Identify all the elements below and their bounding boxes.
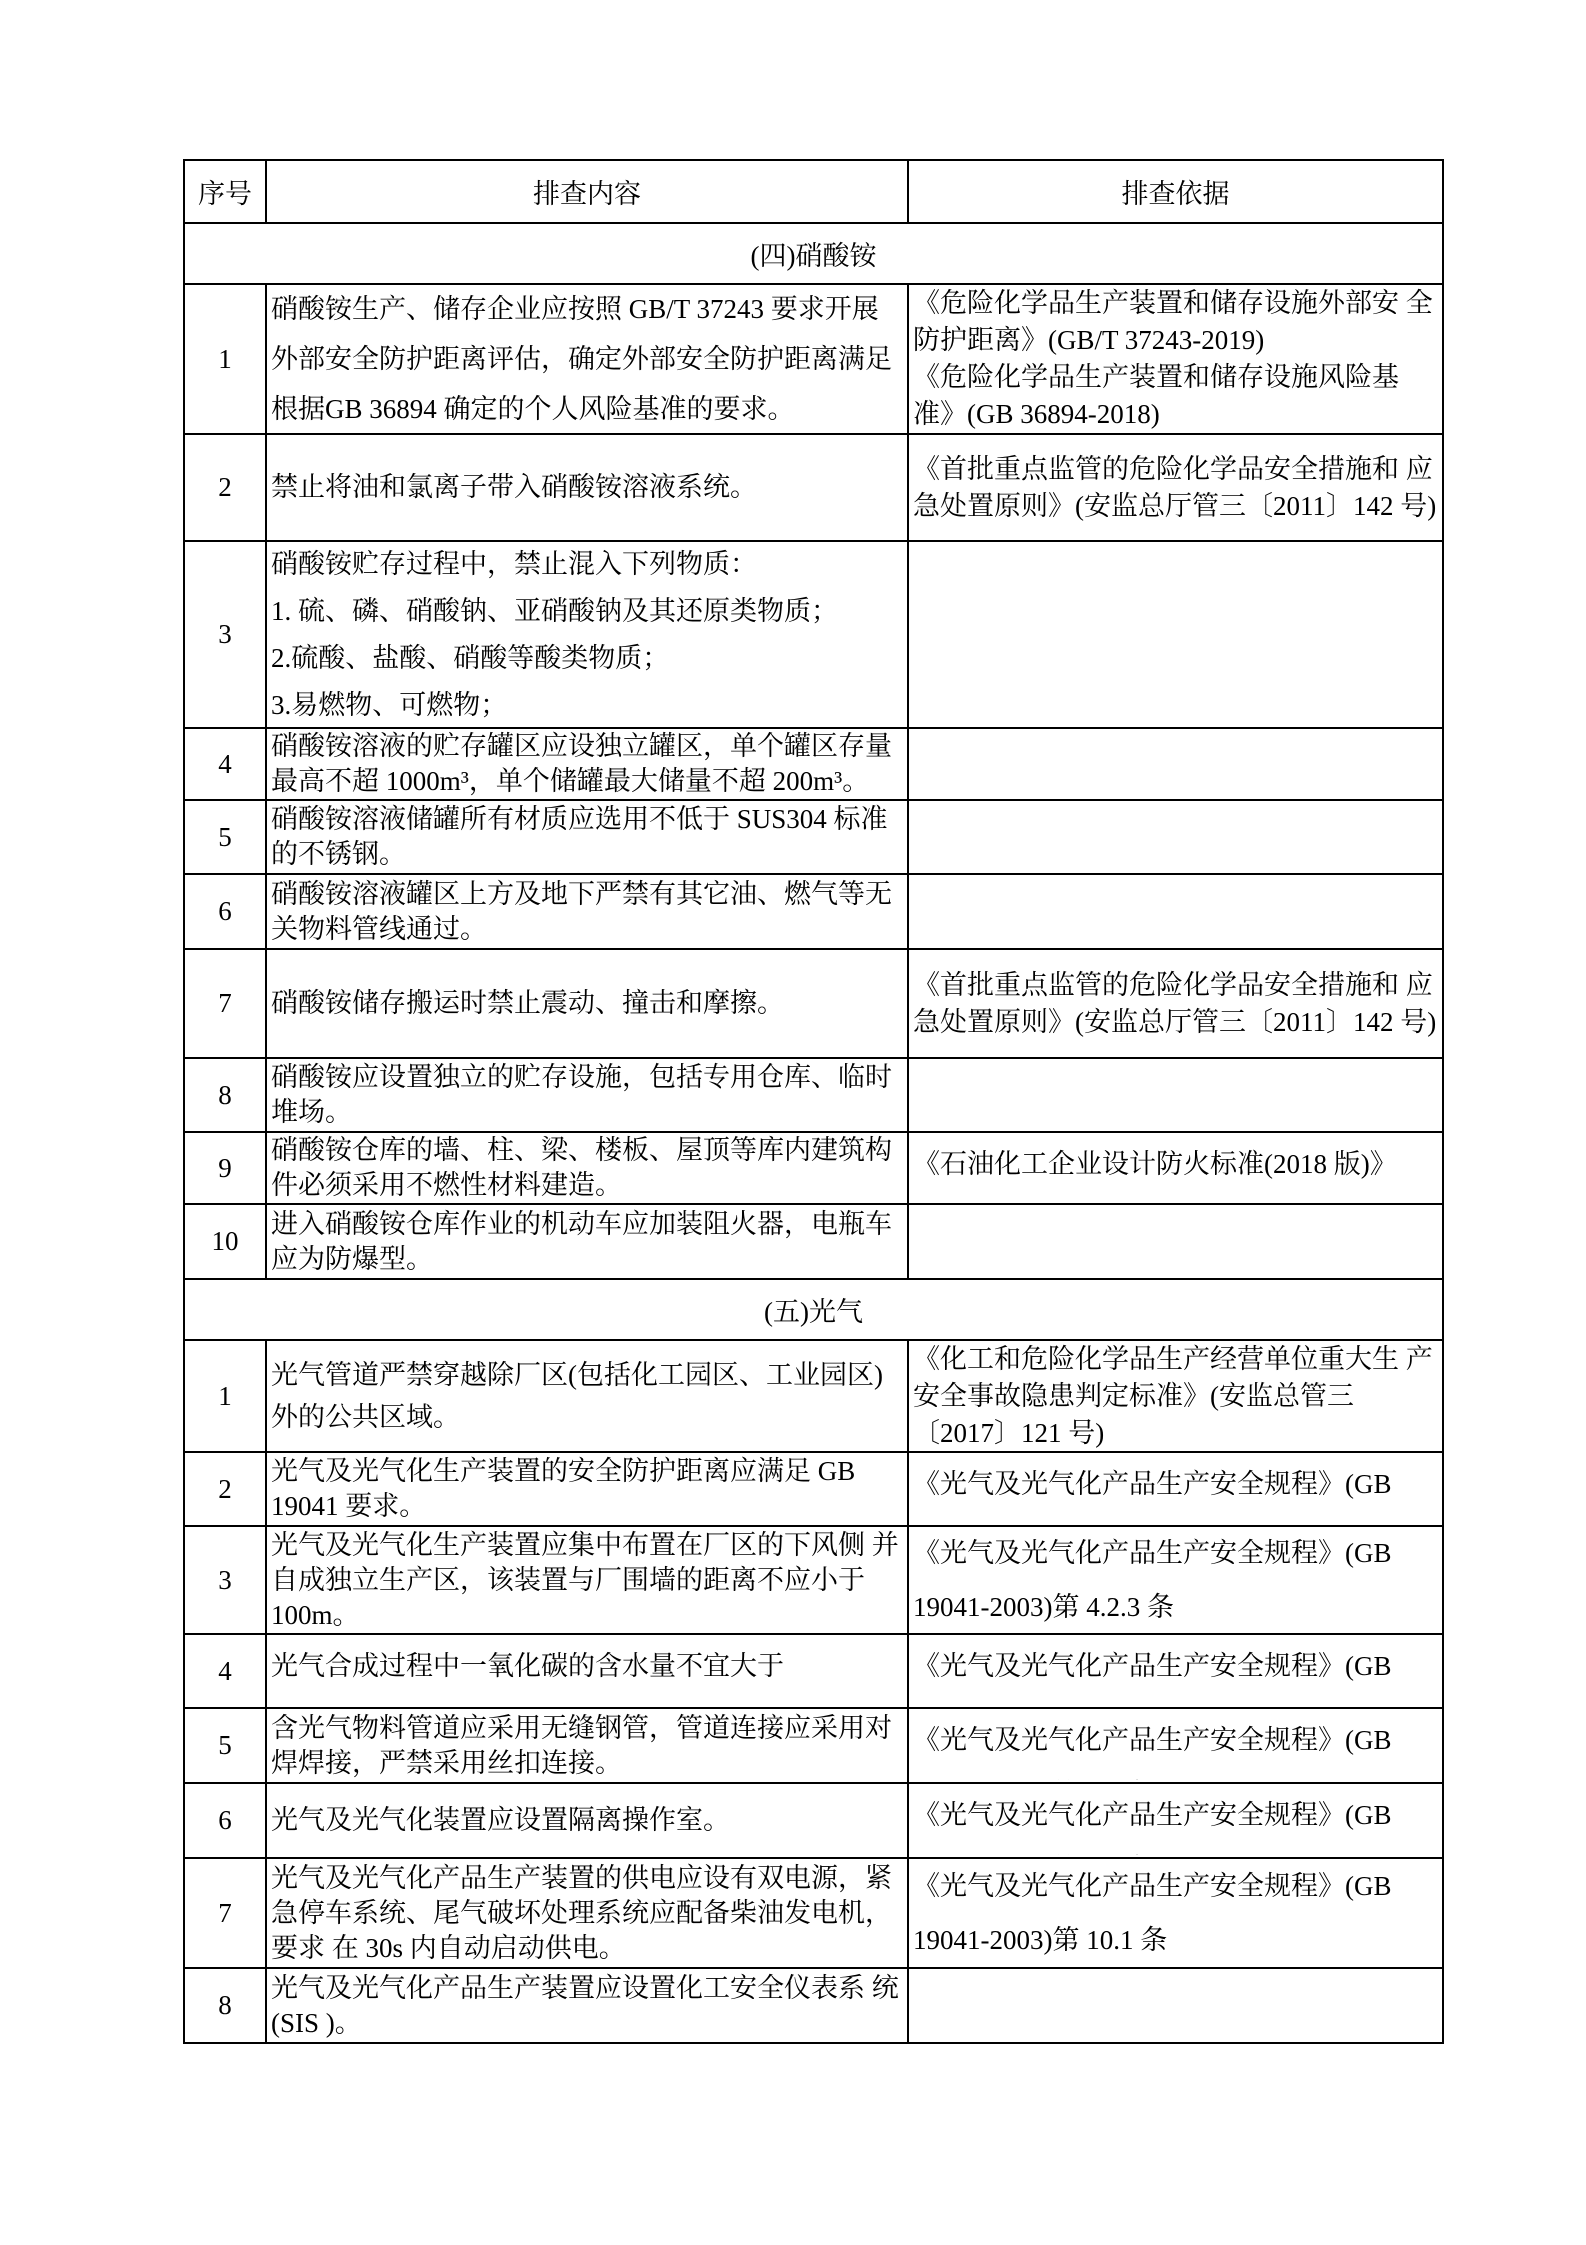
basis-line: 《石油化工企业设计防火标准(2018 版)》 [913, 1149, 1397, 1179]
basis-cell [908, 1708, 1443, 1783]
table-header-row [184, 160, 1443, 223]
content-line: 光气及光气化产品生产装置的供电应设有双电源，紧 急停车系统、尾气破坏处理系统应配备柴油发电机， 要求 在 30s 内自动启动供电。 [271, 1862, 892, 1963]
basis-line [913, 1511, 1438, 1523]
table-row [184, 1634, 1443, 1708]
basis-line: 《光气及光气化产品生产安全规程》(GB [913, 1651, 1392, 1681]
header-col-no: 序号 [184, 160, 266, 223]
basis-cell [908, 284, 1443, 434]
content-line: 2.硫酸、盐酸、硝酸等酸类物质； [271, 642, 670, 673]
content-cell [266, 949, 908, 1058]
table-row [184, 1526, 1443, 1634]
basis-cell [908, 1526, 1443, 1634]
basis-line: 《危险化学品生产装置和储存设施外部安 全防护距离》(GB/T 37243-2019) [913, 288, 1433, 355]
content-line: 光气及光气化产品生产装置应设置化工安全仪表系 统(SIS )。 [271, 1972, 899, 2038]
header-col-content: 排查内容 [266, 160, 908, 223]
row-number-cell: 2 [184, 1452, 266, 1526]
basis-cell [908, 800, 1443, 874]
basis-line: 《光气及光气化产品生产安全规程》(GB [913, 1725, 1392, 1755]
content-line: 光气及光气化生产装置的安全防护距离应满足 GB 19041 要求。 [271, 1456, 856, 1521]
table-row [184, 1452, 1443, 1526]
table-row [184, 284, 1443, 434]
basis-cell [908, 1452, 1443, 1526]
content-line: 光气合成过程中一氧化碳的含水量不宜大于 [271, 1651, 784, 1681]
content-cell [266, 1204, 908, 1279]
basis-line: 19041-2003)第 10.1 条 [913, 1925, 1168, 1955]
content-line: 硝酸铵应设置独立的贮存设施，包括专用仓库、临时 堆场。 [271, 1062, 892, 1127]
content-line: 禁止将油和氯离子带入硝酸铵溶液系统。 [271, 472, 757, 502]
basis-line [913, 1693, 1438, 1705]
basis-line: 《首批重点监管的危险化学品安全措施和 应急处置原则》(安监总厅管三〔2011〕142 号) [913, 453, 1437, 521]
basis-cell [908, 1132, 1443, 1204]
section-header-row [184, 1279, 1443, 1340]
content-line: 硝酸铵溶液的贮存罐区应设独立罐区，单个罐区存量 最高不超 1000m³，单个储罐最大储量不超 200m³。 [271, 731, 892, 796]
basis-cell [908, 874, 1443, 949]
row-number-cell: 6 [184, 874, 266, 949]
table-row [184, 1783, 1443, 1858]
table-row [184, 1858, 1443, 1968]
section-header-row [184, 223, 1443, 284]
content-cell [266, 728, 908, 800]
content-line: 硝酸铵贮存过程中，禁止混入下列物质： [271, 548, 757, 579]
basis-line: 《危险化学品生产装置和储存设施风险基 准》(GB 36894-2018) [913, 362, 1399, 429]
basis-cell [908, 728, 1443, 800]
content-line: 光气及光气化装置应设置隔离操作室。 [271, 1805, 730, 1835]
content-line: 光气管道严禁穿越除厂区(包括化工园区、工业园区) 外的公共区域。 [271, 1360, 883, 1432]
table-row [184, 541, 1443, 728]
table-row [184, 1058, 1443, 1132]
content-line: 硝酸铵溶液储罐所有材质应选用不低于 SUS304 标准 的不锈钢。 [271, 804, 888, 869]
table-row [184, 949, 1443, 1058]
row-number-cell: 5 [184, 800, 266, 874]
table-row [184, 1708, 1443, 1783]
content-cell [266, 284, 908, 434]
basis-cell [908, 434, 1443, 541]
row-number-cell: 1 [184, 1340, 266, 1452]
basis-line [913, 1842, 1438, 1855]
row-number-cell: 5 [184, 1708, 266, 1783]
table-row [184, 874, 1443, 949]
table-row [184, 1968, 1443, 2043]
basis-cell [908, 1340, 1443, 1452]
row-number-cell: 7 [184, 1858, 266, 1968]
content-line: 含光气物料管道应采用无缝钢管，管道连接应采用对 焊焊接，严禁采用丝扣连接。 [271, 1712, 892, 1778]
row-number-cell: 7 [184, 949, 266, 1058]
inspection-table [183, 159, 1444, 2044]
basis-cell [908, 1634, 1443, 1708]
row-number-cell: 3 [184, 1526, 266, 1634]
table-row [184, 1132, 1443, 1204]
table-row [184, 1204, 1443, 1279]
content-line [271, 1694, 903, 1705]
row-number-cell: 3 [184, 541, 266, 728]
content-line: 硝酸铵仓库的墙、柱、梁、楼板、屋顶等库内建筑构 件必须采用不燃性材料建造。 [271, 1135, 892, 1200]
row-number-cell: 4 [184, 1634, 266, 1708]
content-cell [266, 1858, 908, 1968]
content-cell [266, 1132, 908, 1204]
table-row [184, 728, 1443, 800]
row-number-cell: 6 [184, 1783, 266, 1858]
basis-line: 《光气及光气化产品生产安全规程》(GB [913, 1800, 1392, 1830]
basis-cell [908, 1968, 1443, 2043]
table-row [184, 434, 1443, 541]
content-line: 硝酸铵生产、储存企业应按照 GB/T 37243 要求开展 外部安全防护距离评估，确定外部安全防护距离满足 根据GB 36894 确定的个人风险基准的要求。 [271, 294, 892, 424]
content-cell [266, 1783, 908, 1858]
content-cell [266, 1058, 908, 1132]
content-cell [266, 1340, 908, 1452]
content-line: 光气及光气化生产装置应集中布置在厂区的下风侧 并自成独立生产区，该装置与厂围墙的距离不应小于 100m。 [271, 1529, 899, 1630]
content-cell [266, 541, 908, 728]
content-line: 硝酸铵溶液罐区上方及地下严禁有其它油、燃气等无 关物料管线通过。 [271, 878, 892, 944]
basis-line: 《光气及光气化产品生产安全规程》(GB [913, 1871, 1392, 1901]
content-cell [266, 874, 908, 949]
content-cell [266, 1968, 908, 2043]
row-number-cell: 9 [184, 1132, 266, 1204]
row-number-cell: 1 [184, 284, 266, 434]
basis-line: 《光气及光气化产品生产安全规程》(GB [913, 1469, 1392, 1499]
basis-line [913, 1767, 1438, 1780]
basis-line: 《化工和危险化学品生产经营单位重大生 产安全事故隐患判定标准》(安监总管三〔2017〕121 号) [913, 1343, 1433, 1448]
content-line: 进入硝酸铵仓库作业的机动车应加装阻火器，电瓶车 应为防爆型。 [271, 1208, 892, 1274]
content-cell [266, 1708, 908, 1783]
row-number-cell: 4 [184, 728, 266, 800]
row-number-cell: 10 [184, 1204, 266, 1279]
row-number-cell: 8 [184, 1968, 266, 2043]
basis-line: 《光气及光气化产品生产安全规程》(GB [913, 1538, 1392, 1568]
basis-cell [908, 1783, 1443, 1858]
table-row [184, 1340, 1443, 1452]
content-cell [266, 1526, 908, 1634]
basis-line: 《首批重点监管的危险化学品安全措施和 应急处置原则》(安监总厅管三〔2011〕142 号) [913, 969, 1437, 1037]
basis-cell [908, 1858, 1443, 1968]
basis-cell [908, 949, 1443, 1058]
content-line: 1. 硫、磷、硝酸钠、亚硝酸钠及其还原类物质； [271, 595, 838, 626]
basis-cell [908, 1204, 1443, 1279]
basis-cell [908, 541, 1443, 728]
content-cell [266, 800, 908, 874]
content-cell [266, 1452, 908, 1526]
content-cell [266, 1634, 908, 1708]
row-number-cell: 8 [184, 1058, 266, 1132]
content-line: 硝酸铵储存搬运时禁止震动、撞击和摩擦。 [271, 988, 784, 1018]
content-cell [266, 434, 908, 541]
basis-cell [908, 1058, 1443, 1132]
header-col-basis: 排查依据 [908, 160, 1443, 223]
basis-line: 19041-2003)第 4.2.3 条 [913, 1592, 1174, 1622]
table-row [184, 800, 1443, 874]
content-line: 3.易燃物、可燃物； [271, 689, 508, 720]
basis-line [913, 1191, 1438, 1201]
section-title-nitrate: (四)硝酸铵 [184, 223, 1443, 284]
row-number-cell: 2 [184, 434, 266, 541]
section-title-phosgene: (五)光气 [184, 1279, 1443, 1340]
